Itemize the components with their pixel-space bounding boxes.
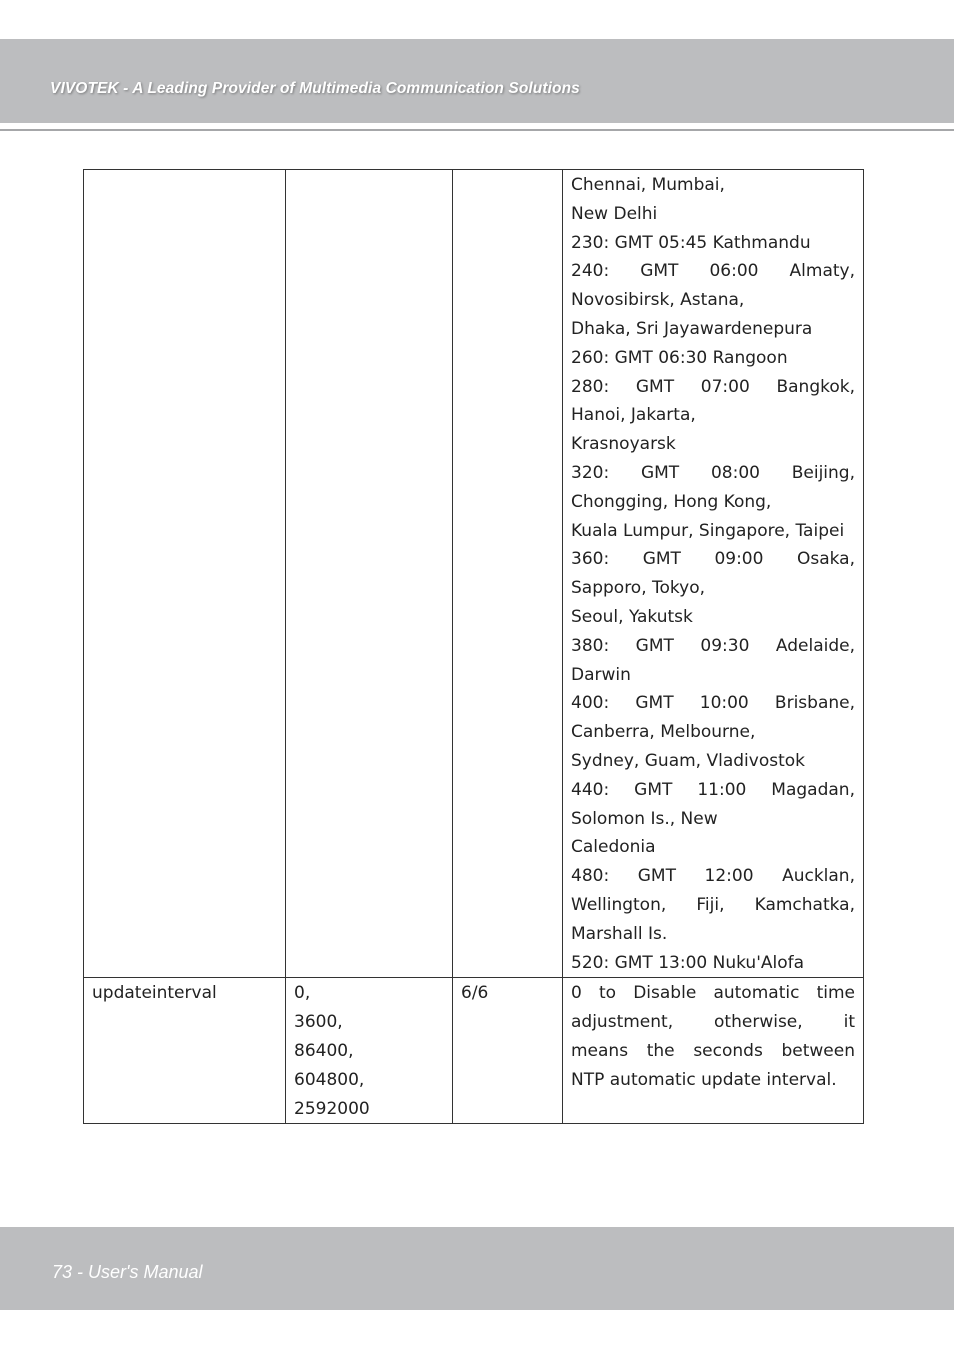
cell-parameter-values [286, 978, 453, 1124]
timezone-line: 360: GMT 09:00 Osaka, [571, 549, 855, 570]
timezone-line: Dhaka, Sri Jayawardenepura [571, 318, 813, 339]
cell-values-empty [286, 170, 453, 978]
page-number-label: 73 - User's Manual [52, 1262, 203, 1282]
cell-security-level [453, 978, 563, 1124]
cell-name-empty [84, 170, 286, 978]
timezone-line: Darwin [571, 664, 631, 685]
cell-security-empty [453, 170, 563, 978]
page-header-title: VIVOTEK - A Leading Provider of Multimedia Communication Solutions [50, 80, 580, 97]
timezone-line: Wellington, Fiji, Kamchatka, [571, 894, 855, 915]
value-option: 3600, [294, 1012, 343, 1033]
timezone-line: 520: GMT 13:00 Nuku'Alofa [571, 952, 805, 973]
description-line: 0 to Disable automatic time [571, 983, 855, 1004]
timezone-line: Canberra, Melbourne, [571, 722, 756, 743]
table-row-updateinterval [84, 978, 864, 1124]
value-option: 0, [294, 983, 311, 1004]
timezone-line: 230: GMT 05:45 Kathmandu [571, 232, 811, 253]
timezone-line: 280: GMT 07:00 Bangkok, [571, 376, 855, 397]
timezone-line: 320: GMT 08:00 Beijing, [571, 462, 855, 483]
timezone-line: 260: GMT 06:30 Rangoon [571, 347, 788, 368]
timezone-line: New Delhi [571, 203, 658, 224]
timezone-line: Marshall Is. [571, 923, 668, 944]
cell-description [563, 978, 864, 1124]
description-line: adjustment, otherwise, it [571, 1012, 855, 1033]
table-row-timezone-continuation [84, 170, 864, 978]
timezone-line: Chennai, Mumbai, [571, 175, 725, 195]
timezone-line: Kuala Lumpur, Singapore, Taipei [571, 520, 845, 541]
timezone-line: Sydney, Guam, Vladivostok [571, 750, 805, 771]
cell-parameter-name [84, 978, 286, 1124]
timezone-line: 380: GMT 09:30 Adelaide, [571, 635, 855, 656]
timezone-line: 440: GMT 11:00 Magadan, [571, 779, 855, 800]
value-option: 86400, [294, 1040, 354, 1061]
description-line: NTP automatic update interval. [571, 1069, 837, 1090]
security-level: 6/6 [461, 983, 489, 1004]
value-option: 604800, [294, 1069, 365, 1090]
timezone-line: 400: GMT 10:00 Brisbane, [571, 693, 855, 714]
timezone-line: Sapporo, Tokyo, [571, 578, 706, 599]
timezone-line: Novosibirsk, Astana, [571, 290, 745, 311]
timezone-line: Hanoi, Jakarta, [571, 405, 696, 426]
timezone-line: 240: GMT 06:00 Almaty, [571, 261, 855, 282]
timezone-line: Solomon Is., New [571, 808, 718, 829]
description-line: means the seconds between [571, 1040, 855, 1061]
parameter-name: updateinterval [92, 983, 217, 1004]
timezone-line: Chongging, Hong Kong, [571, 491, 772, 512]
header-divider [0, 129, 954, 131]
timezone-line: Seoul, Yakutsk [571, 606, 693, 627]
value-option: 2592000 [294, 1098, 370, 1119]
cell-timezone-list [563, 170, 864, 978]
timezone-line: Caledonia [571, 837, 656, 858]
parameter-table [83, 169, 864, 1124]
timezone-line: Krasnoyarsk [571, 434, 676, 455]
timezone-line: 480: GMT 12:00 Aucklan, [571, 866, 855, 887]
